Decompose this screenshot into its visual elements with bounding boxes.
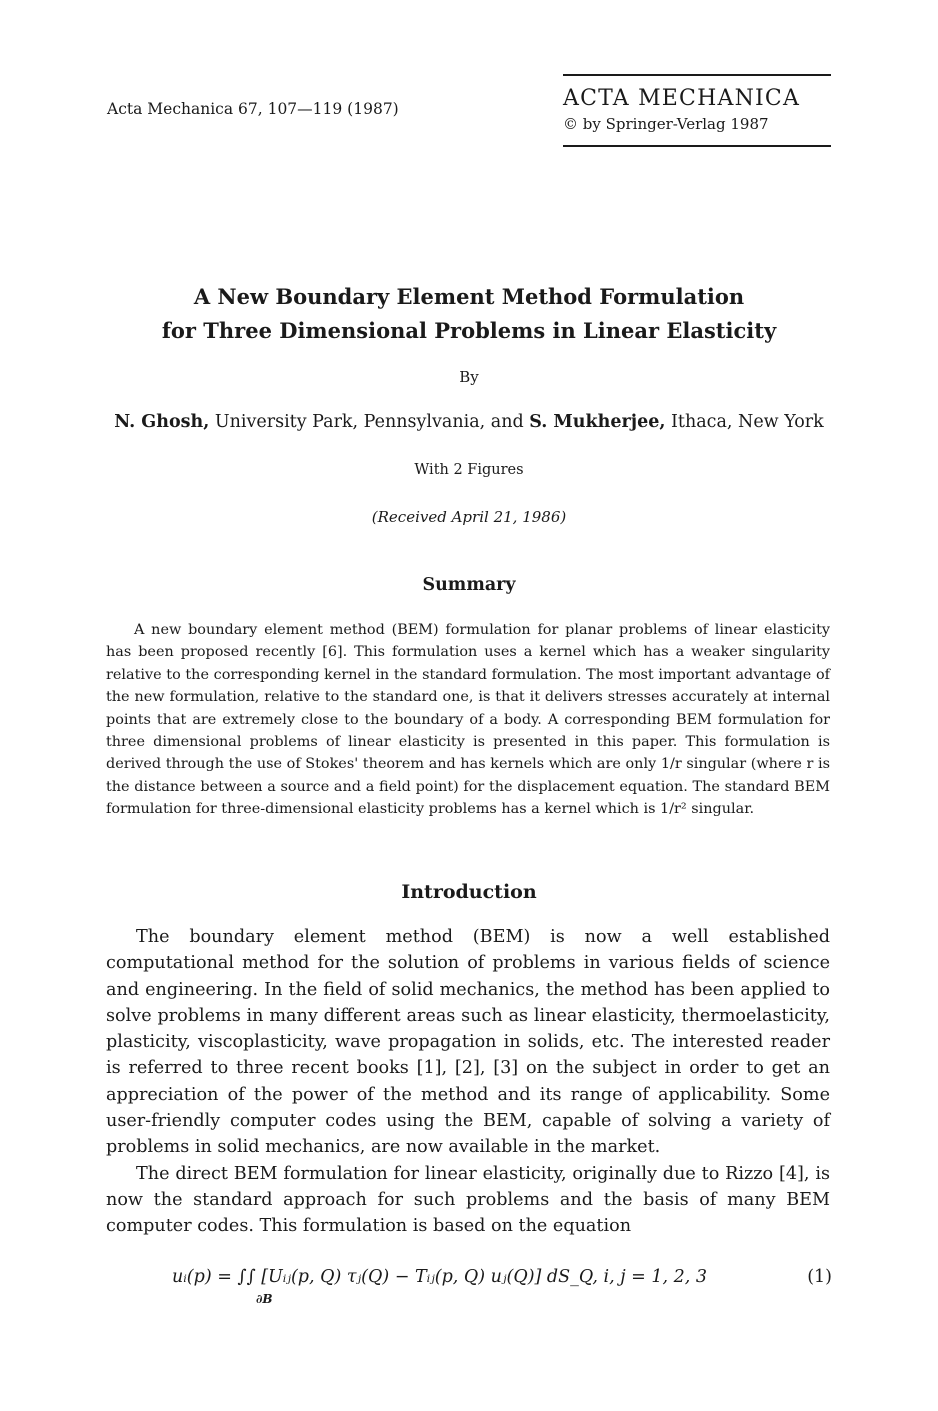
title-line-1: A New Boundary Element Method Formulation [193, 284, 745, 309]
authors-line [0, 412, 938, 432]
received-date: (Received April 21, 1986) [371, 508, 567, 526]
by-line: By [459, 368, 479, 386]
equation-expression: uᵢ(p) = ∫∫ [Uᵢⱼ(p, Q) τⱼ(Q) − Tᵢⱼ(p, Q) uⱼ(Q)] dS_Q, i, j = 1, 2, 3 [172, 1267, 708, 1287]
summary-paragraph: A new boundary element method (BEM) formulation for planar problems of linear elasticity has been proposed recently [6]. This formulation uses a kernel which has a weaker singularity relative to the corresponding kernel in the standard formulation. The most important advantage of the new formulation, relative to the standard one, is that it delivers stresses accurately at internal points that are extremely close to the boundary of a body. A corresponding BEM formulation for three dimensional problems of linear elasticity is presented in this paper. This formulation is derived through the use of Stokes' theorem and has kernels which are only 1/r singular (where r is the distance between a source and a field point) for the displacement equation. The standard BEM formulation for three-dimensional elasticity problems has a kernel which is 1/r² singular. [106, 622, 830, 818]
equation-number: (1) [807, 1267, 832, 1287]
article-title [0, 280, 938, 348]
masthead-bottom-rule [563, 145, 831, 147]
introduction-heading: Introduction [401, 881, 537, 903]
introduction-body [106, 924, 830, 1240]
masthead-copyright: © by Springer-Verlag 1987 [563, 115, 769, 133]
summary-heading: Summary [422, 575, 516, 595]
title-line-2: for Three Dimensional Problems in Linear Elasticity [161, 318, 777, 343]
introduction-paragraph-1: The boundary element method (BEM) is now a well established computational method for the solution of problems in various fields of science and engineering. In the field of solid mechanics, the method has been applied to solve problems in many different areas such as linear elasticity, thermoelasticity, plasticity, viscoplasticity, wave propagation in solids, etc. The interested reader is referred to three recent books [1], [2], [3] on the subject in order to get an appreciation of the power of the method and its range of applicability. Some user-friendly computer codes using the BEM, capable of solving a variety of problems in solid mechanics, are now available in the market. [106, 927, 830, 1158]
masthead-title: ACTA MECHANICA [563, 86, 801, 111]
author-1: N. Ghosh, [114, 412, 210, 432]
author-2: S. Mukherjee, [529, 412, 666, 432]
masthead-top-rule [563, 74, 831, 76]
journal-masthead [563, 74, 831, 147]
equation-integration-domain: ∂B [256, 1292, 273, 1306]
introduction-paragraph-2: The direct BEM formulation for linear elasticity, originally due to Rizzo [4], is now the standard approach for such problems and the basis of many BEM computer codes. This formulation is based on the equation [106, 1163, 830, 1237]
figures-note: With 2 Figures [414, 462, 524, 478]
affiliation-2: Ithaca, New York [665, 412, 824, 432]
affiliation-1: University Park, Pennsylvania, and [209, 412, 530, 432]
equation-1 [172, 1262, 832, 1312]
summary-abstract [106, 619, 830, 821]
journal-citation: Acta Mechanica 67, 107—119 (1987) [107, 100, 399, 118]
